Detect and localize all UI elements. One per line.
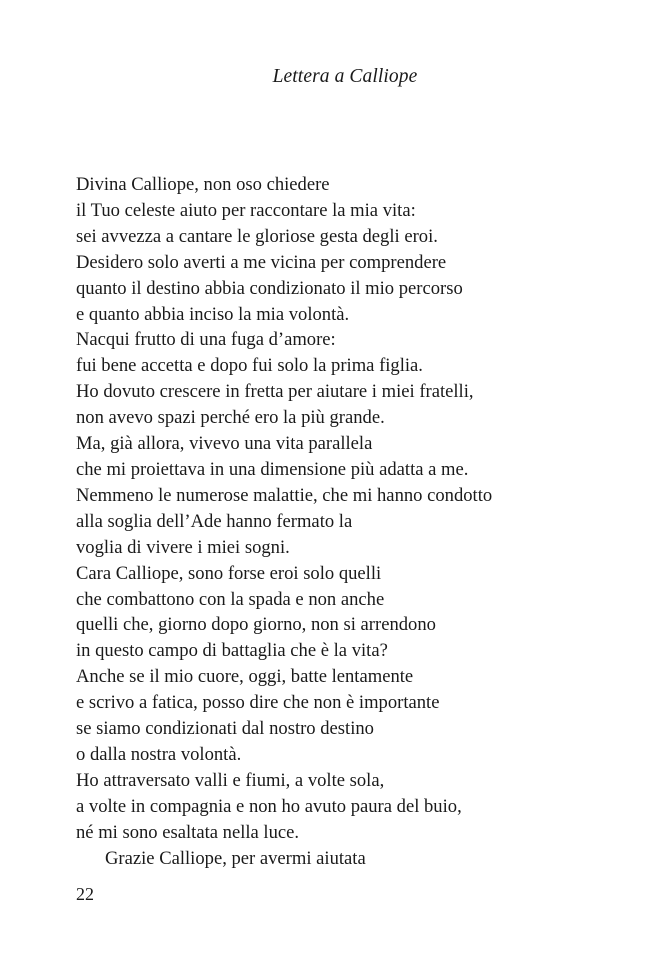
poem-line: che combattono con la spada e non anche xyxy=(76,588,385,610)
poem-line: alla soglia dell’Ade hanno fermato la xyxy=(76,510,353,532)
poem-line: se siamo condizionati dal nostro destino xyxy=(76,718,374,740)
poem-line: sei avvezza a cantare le gloriose gesta degli eroi. xyxy=(76,225,438,247)
poem-line: Ma, già allora, vivevo una vita parallela xyxy=(76,433,373,455)
poem-line: fui bene accetta e dopo fui solo la prima figlia. xyxy=(76,355,423,377)
poem-line: Anche se il mio cuore, oggi, batte lentamente xyxy=(76,666,414,688)
poem-line: Desidero solo averti a me vicina per comprendere xyxy=(76,251,447,273)
poem-line: in questo campo di battaglia che è la vita? xyxy=(76,640,388,662)
poem-line: Ho dovuto crescere in fretta per aiutare i miei fratelli, xyxy=(76,381,474,403)
poem-line: che mi proiettava in una dimensione più adatta a me. xyxy=(76,458,469,480)
poem-line: Cara Calliope, sono forse eroi solo quelli xyxy=(76,562,382,584)
poem-line: Ho attraversato valli e fiumi, a volte sola, xyxy=(76,769,385,791)
poem-line: non avevo spazi perché ero la più grande. xyxy=(76,407,385,429)
poem-line-indented: Grazie Calliope, per avermi aiutata xyxy=(105,847,366,869)
poem-line: il Tuo celeste aiuto per raccontare la mia vita: xyxy=(76,199,416,221)
poem-line: voglia di vivere i miei sogni. xyxy=(76,536,290,558)
poem-body xyxy=(76,172,636,871)
poem-line: Nemmeno le numerose malattie, che mi hanno condotto xyxy=(76,484,493,506)
poem-line: Divina Calliope, non oso chiedere xyxy=(76,174,330,195)
poem-line: a volte in compagnia e non ho avuto paura del buio, xyxy=(76,795,462,817)
poem-line: o dalla nostra volontà. xyxy=(76,743,242,765)
poem-line: quanto il destino abbia condizionato il mio percorso xyxy=(76,277,463,299)
poem-line: e scrivo a fatica, posso dire che non è importante xyxy=(76,692,440,714)
poem-line: quelli che, giorno dopo giorno, non si arrendono xyxy=(76,614,436,636)
poem-title: Lettera a Calliope xyxy=(272,66,418,87)
poem-line: e quanto abbia inciso la mia volontà. xyxy=(76,303,350,325)
poem-line: né mi sono esaltata nella luce. xyxy=(76,821,300,843)
poem-line: Nacqui frutto di una fuga d’amore: xyxy=(76,329,336,351)
page-number: 22 xyxy=(76,884,94,904)
